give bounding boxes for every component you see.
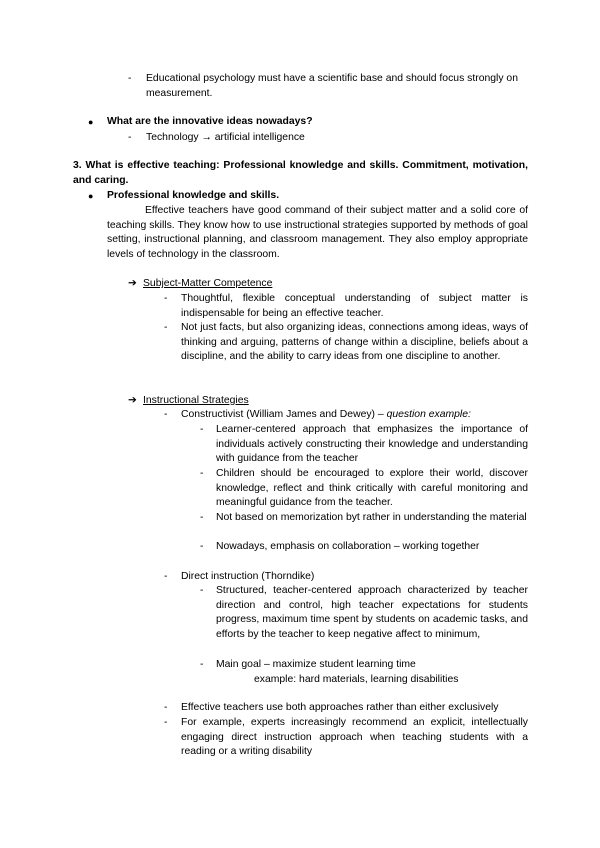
item-text: Main goal – maximize student learning time — [216, 659, 416, 670]
question-example-note: question example: — [386, 409, 471, 420]
item-text: Learner-centered approach that emphasizes the importance of individuals actively constructing their knowledge and understanding with guidance from the teacher — [216, 424, 528, 465]
list-item — [164, 701, 528, 716]
item-text: Children should be encouraged to explore their world, discover knowledge, reflect and think critically with careful monitoring and meaningful guidance from the teacher. — [216, 468, 528, 509]
arrow-heading — [128, 394, 528, 409]
item-text: Not based on memorization byt rather in understanding the material — [216, 512, 527, 523]
item-text: Thoughtful, flexible conceptual understanding of subject matter is indispensable for being an effective teacher. — [181, 293, 528, 319]
dash-marker: - — [164, 293, 168, 304]
list-item — [128, 131, 528, 146]
sub-list-item — [200, 658, 528, 673]
body-paragraph: Effective teachers have good command of their subject matter and a solid core of teaching skills. They know how to use instructional strategies supported by methods of goal setting, instructional planning, and classroom management. They also employ appropriate levels of technology in the classroom. — [107, 205, 528, 260]
dash-marker: - — [128, 132, 132, 143]
arrow-right-icon: ➔ — [128, 395, 137, 406]
dash-marker: - — [164, 322, 168, 333]
list-item — [164, 408, 528, 423]
sub-list-item — [200, 423, 528, 467]
bullet-dot-icon: ● — [88, 117, 94, 127]
dash-marker: - — [200, 659, 204, 670]
sub-list-item — [200, 540, 528, 555]
item-text: Technology → artificial intelligence — [146, 132, 305, 143]
dash-marker: - — [200, 424, 204, 435]
dash-marker: - — [200, 585, 204, 596]
item-text — [181, 408, 528, 423]
item-text: Not just facts, but also organizing ideas, connections among ideas, ways of thinking and arguing, patterns of change within a discipline, beliefs about a discipline, and the ability to carry ideas from one discipline to another. — [181, 322, 528, 363]
list-item — [164, 570, 528, 585]
constructivist-label: Constructivist (William James and Dewey) – — [181, 409, 384, 420]
bullet-item — [88, 115, 528, 130]
dash-marker: - — [164, 571, 168, 582]
sub-list-item — [200, 467, 528, 511]
dash-marker: - — [164, 409, 168, 420]
example-line: example: hard materials, learning disabilities — [254, 674, 459, 685]
item-text: Structured, teacher-centered approach characterized by teacher direction and control, high teacher expectations for students progress, maximum time spent by students on academic tasks, and efforts by the teacher to keep negative affect to minimum, — [216, 585, 528, 640]
bullet-dot-icon: ● — [88, 191, 94, 201]
sub-list-item — [200, 511, 528, 526]
item-text: For example, experts increasingly recommend an explicit, intellectually engaging direct instruction approach when teaching students with a reading or a writing disability — [181, 717, 528, 758]
dash-marker: - — [164, 702, 168, 713]
section-heading: 3. What is effective teaching: Professional knowledge and skills. Commitment, motivation, and caring. — [73, 160, 528, 186]
item-text: Direct instruction (Thorndike) — [181, 571, 315, 582]
dash-marker: - — [128, 73, 132, 84]
arrow-right-icon: ➔ — [128, 278, 137, 289]
topic-title: Subject-Matter Competence — [143, 278, 273, 289]
item-text: Educational psychology must have a scientific base and should focus strongly on measurement. — [146, 73, 518, 99]
bullet-item — [88, 189, 528, 204]
list-item — [164, 716, 528, 760]
sub-list-item — [200, 584, 528, 642]
list-item — [128, 72, 528, 101]
dash-marker: - — [200, 512, 204, 523]
subsection-heading: Professional knowledge and skills. — [107, 190, 280, 201]
arrow-heading — [128, 277, 528, 292]
dash-marker: - — [164, 717, 168, 728]
dash-marker: - — [200, 468, 204, 479]
topic-title: Instructional Strategies — [143, 395, 249, 406]
list-item — [164, 292, 528, 321]
item-text: Nowadays, emphasis on collaboration – working together — [216, 541, 480, 552]
list-item — [164, 321, 528, 365]
item-text: Effective teachers use both approaches rather than either exclusively — [181, 702, 499, 713]
dash-marker: - — [200, 541, 204, 552]
question-heading: What are the innovative ideas nowadays? — [107, 116, 313, 127]
